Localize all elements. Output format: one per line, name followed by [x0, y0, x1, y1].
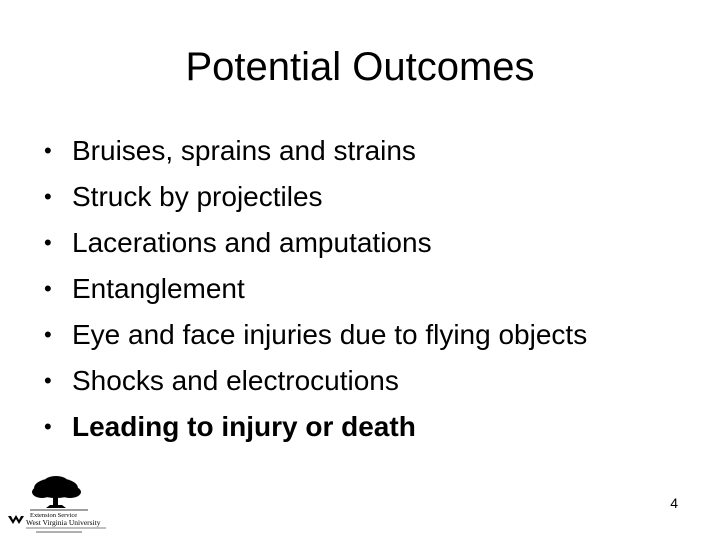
- logo-tagline-mark: [36, 531, 82, 533]
- list-item: [44, 179, 587, 215]
- flying-wv-icon: [8, 515, 24, 524]
- bullet-icon: •: [44, 276, 52, 301]
- tree-icon: [32, 476, 81, 508]
- slide-number: 4: [670, 495, 678, 511]
- bullet-icon: •: [44, 138, 52, 163]
- logo-line1: Extension Service: [30, 512, 78, 519]
- list-item: [44, 271, 587, 307]
- list-item: [44, 225, 587, 261]
- bullet-icon: •: [44, 230, 52, 255]
- list-item: [44, 317, 587, 353]
- list-item: [44, 133, 587, 169]
- bullet-icon: •: [44, 322, 52, 347]
- bullet-text: Entanglement: [72, 273, 245, 304]
- bullet-text: Lacerations and amputations: [72, 227, 432, 258]
- logo-line2: West Virginia University: [26, 518, 101, 527]
- bullet-text: Struck by projectiles: [72, 181, 323, 212]
- bullet-text: Bruises, sprains and strains: [72, 135, 416, 166]
- wvu-extension-logo: [6, 474, 110, 538]
- bullet-list: [44, 133, 587, 455]
- bullet-icon: •: [44, 414, 52, 439]
- slide-title: Potential Outcomes: [185, 45, 535, 89]
- list-item: [44, 363, 587, 399]
- bullet-text: Shocks and electrocutions: [72, 365, 399, 396]
- bullet-text: Eye and face injuries due to flying objects: [72, 319, 588, 350]
- list-item: [44, 409, 587, 445]
- bullet-icon: •: [44, 368, 52, 393]
- bullet-icon: •: [44, 184, 52, 209]
- bullet-text: Leading to injury or death: [72, 411, 416, 442]
